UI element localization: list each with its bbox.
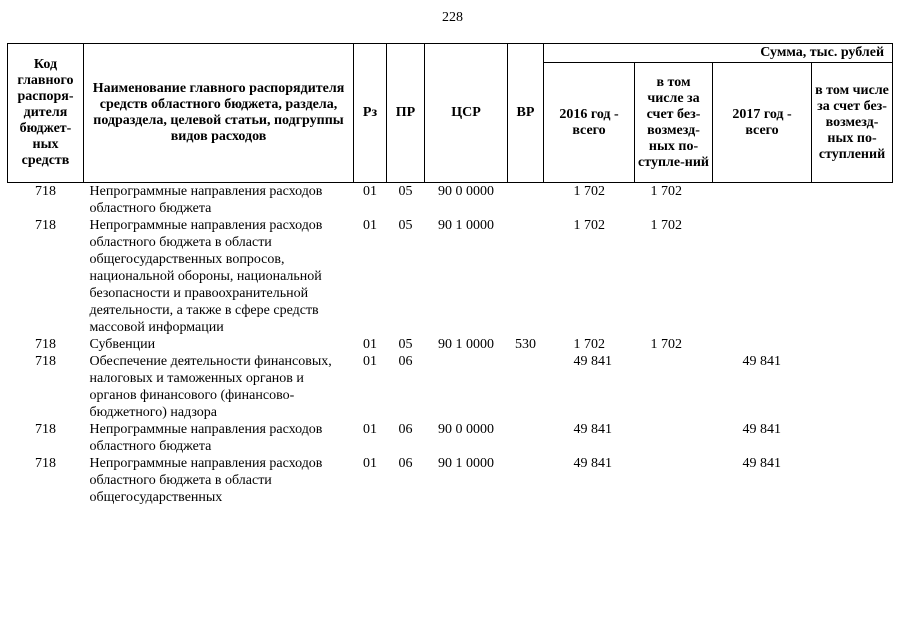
cell-csr: 90 1 0000 [438, 337, 494, 352]
header-2016-total: 2016 год - всего [544, 63, 635, 183]
cell-2017-total [713, 183, 812, 218]
cell-2017-total [713, 217, 812, 336]
cell-2016-total: 1 702 [573, 184, 605, 199]
cell-name: Субвенции [89, 337, 156, 352]
cell-name: Непрограммные направления расходов областного бюджета [89, 422, 323, 454]
cell-code: 718 [35, 184, 56, 199]
cell-pr: 06 [398, 354, 413, 369]
cell-2016-free: 1 702 [650, 337, 682, 352]
cell-2016-total: 49 841 [573, 456, 612, 471]
header-name: Наименование главного распорядителя средств областного бюджета, раздела, подраздела, целевой статьи, подгруппы видов расходов [84, 44, 354, 183]
table-header [8, 44, 893, 183]
table-row [8, 336, 893, 353]
cell-2017-free [812, 353, 893, 421]
cell-name: Обеспечение деятельности финансовых, налоговых и таможенных органов и органов финансового (финансово-бюджетного) надзора [89, 354, 332, 420]
cell-csr: 90 0 0000 [438, 184, 494, 199]
cell-rz: 01 [363, 337, 377, 352]
cell-2016-free [635, 421, 713, 455]
header-2017-free: в том числе за счет без-возмезд-ных по-ступлений [812, 63, 893, 183]
cell-2016-free: 1 702 [650, 218, 682, 233]
cell-name: Непрограммные направления расходов областного бюджета [89, 184, 323, 216]
header-2016-free: в том числе за счет без-возмезд-ных по-ступле-ний [635, 63, 713, 183]
cell-vr [508, 217, 544, 336]
cell-pr: 05 [398, 184, 413, 199]
cell-2017-free [812, 336, 893, 353]
cell-2017-free [812, 217, 893, 336]
cell-vr [508, 421, 544, 455]
cell-vr: 530 [515, 337, 536, 352]
cell-csr: 90 1 0000 [438, 218, 494, 233]
cell-2016-total: 1 702 [573, 337, 605, 352]
header-pr: ПР [387, 44, 425, 183]
cell-2017-free [812, 183, 893, 218]
cell-2016-free [635, 353, 713, 421]
cell-code: 718 [35, 422, 56, 437]
cell-rz: 01 [363, 354, 377, 369]
cell-vr [508, 455, 544, 506]
cell-name: Непрограммные направления расходов областного бюджета в области общегосударственных вопросов, национальной обороны, национальной безопасности и правоохранительной деятельности, а также в сфере средств массовой информации [89, 218, 323, 335]
table-row [8, 455, 893, 506]
header-2017-total: 2017 год - всего [713, 63, 812, 183]
cell-code: 718 [35, 337, 56, 352]
cell-name: Непрограммные направления расходов областного бюджета в области общегосударственных [89, 456, 323, 505]
cell-rz: 01 [363, 422, 377, 437]
cell-2017-total: 49 841 [742, 422, 781, 437]
page-number: 228 [442, 10, 463, 25]
table-row [8, 217, 893, 336]
header-rz: Рз [354, 44, 387, 183]
cell-vr [508, 353, 544, 421]
cell-csr: 90 1 0000 [438, 456, 494, 471]
cell-rz: 01 [363, 184, 377, 199]
cell-2016-free: 1 702 [650, 184, 682, 199]
cell-pr: 06 [398, 422, 413, 437]
cell-2016-total: 49 841 [573, 422, 612, 437]
header-code: Код главного распоря-дителя бюджет-ных средств [8, 44, 84, 183]
budget-table [7, 43, 893, 506]
cell-pr: 06 [398, 456, 413, 471]
header-vr: ВР [508, 44, 544, 183]
cell-rz: 01 [363, 218, 377, 233]
header-sum-group: Сумма, тыс. рублей [544, 44, 893, 63]
table-row [8, 421, 893, 455]
cell-code: 718 [35, 218, 56, 233]
cell-2017-total: 49 841 [742, 456, 781, 471]
header-csr: ЦСР [425, 44, 508, 183]
table-row [8, 353, 893, 421]
cell-2017-total: 49 841 [742, 354, 781, 369]
cell-2016-total: 49 841 [573, 354, 612, 369]
cell-csr: 90 0 0000 [438, 422, 494, 437]
cell-csr [425, 353, 508, 421]
table-body [8, 183, 893, 507]
cell-pr: 05 [398, 218, 413, 233]
cell-2016-total: 1 702 [573, 218, 605, 233]
cell-vr [508, 183, 544, 218]
cell-2017-free [812, 421, 893, 455]
cell-2016-free [635, 455, 713, 506]
cell-pr: 05 [398, 337, 413, 352]
cell-code: 718 [35, 456, 56, 471]
cell-rz: 01 [363, 456, 377, 471]
table-row [8, 183, 893, 218]
cell-code: 718 [35, 354, 56, 369]
cell-2017-total [713, 336, 812, 353]
cell-2017-free [812, 455, 893, 506]
